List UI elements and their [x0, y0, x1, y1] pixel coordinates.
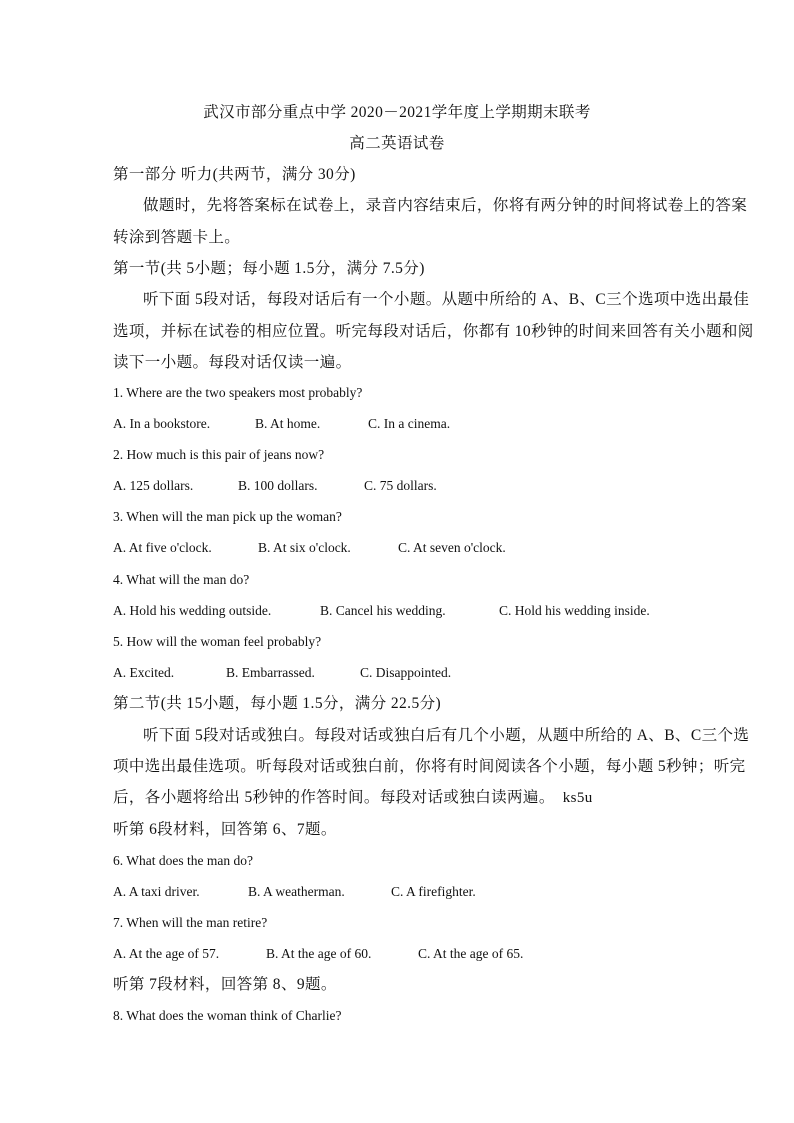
option-b: B. A weatherman. — [248, 884, 345, 899]
option-c: C. In a cinema. — [368, 416, 451, 431]
section2-instruction-line: 听下面 5段对话或独白。每段对话或独白后有几个小题，从题中所给的 A、B、C三个选 — [143, 727, 750, 744]
option-a: A. A taxi driver. — [113, 884, 200, 899]
question-text: 3. When will the man pick up the woman? — [113, 509, 342, 524]
section2-instruction-text: 后，各小题将给出 5秒钟的作答时间。每段对话或独白读两遍。 — [113, 789, 555, 806]
question-text: 1. Where are the two speakers most probably? — [113, 385, 363, 400]
option-c: C. At the age of 65. — [418, 946, 524, 961]
section1-instruction-line: 读下一小题。每段对话仅读一遍。 — [113, 354, 352, 371]
question-text: 2. How much is this pair of jeans now? — [113, 447, 325, 462]
material-6-heading: 听第 6段材料，回答第 6、7题。 — [113, 821, 337, 838]
option-b: B. Cancel his wedding. — [320, 603, 446, 618]
option-a: A. In a bookstore. — [113, 416, 211, 431]
ks5u-mark: ks5u — [562, 790, 593, 806]
question-text: 5. How will the woman feel probably? — [113, 634, 322, 649]
section1-instruction-line: 听下面 5段对话，每段对话后有一个小题。从题中所给的 A、B、C三个选项中选出最佳 — [143, 291, 750, 308]
question-text: 8. What does the woman think of Charlie? — [113, 1008, 342, 1023]
option-c: C. A firefighter. — [391, 884, 476, 899]
section1-instruction-line: 选项，并标在试卷的相应位置。听完每段对话后，你都有 10秒钟的时间来回答有关小题和阅 — [113, 323, 754, 340]
option-b: B. At the age of 60. — [266, 946, 372, 961]
option-c: C. At seven o'clock. — [398, 540, 506, 555]
section2-instruction-line — [113, 788, 593, 808]
option-a: A. At five o'clock. — [113, 540, 212, 555]
option-a: A. Hold his wedding outside. — [113, 603, 272, 618]
option-b: B. At six o'clock. — [258, 540, 351, 555]
option-a: A. At the age of 57. — [113, 946, 220, 961]
exam-title: 武汉市部分重点中学 2020－2021学年度上学期期末联考 — [203, 104, 591, 121]
option-a: A. Excited. — [113, 665, 175, 680]
question-text: 4. What will the man do? — [113, 572, 250, 587]
option-a: A. 125 dollars. — [113, 478, 194, 493]
section2-instruction-line: 项中选出最佳选项。听每段对话或独白前，你将有时间阅读各个小题，每小题 5秒钟；听完 — [113, 758, 746, 775]
option-c: C. Hold his wedding inside. — [499, 603, 650, 618]
option-b: B. At home. — [255, 416, 321, 431]
material-7-heading: 听第 7段材料，回答第 8、9题。 — [113, 976, 337, 993]
part1-heading: 第一部分 听力(共两节，满分 30分) — [113, 166, 356, 183]
part1-instruction-line: 转涂到答题卡上。 — [113, 229, 241, 246]
section2-heading: 第二节(共 15小题，每小题 1.5分，满分 22.5分) — [113, 695, 442, 712]
option-c: C. 75 dollars. — [364, 478, 437, 493]
option-b: B. 100 dollars. — [238, 478, 318, 493]
question-text: 6. What does the man do? — [113, 853, 253, 868]
option-b: B. Embarrassed. — [226, 665, 315, 680]
section1-heading: 第一节(共 5小题；每小题 1.5分，满分 7.5分) — [113, 260, 425, 277]
exam-subtitle: 高二英语试卷 — [349, 135, 445, 152]
part1-instruction-line: 做题时，先将答案标在试卷上，录音内容结束后，你将有两分钟的时间将试卷上的答案 — [143, 197, 748, 214]
option-c: C. Disappointed. — [360, 665, 452, 680]
question-text: 7. When will the man retire? — [113, 915, 268, 930]
